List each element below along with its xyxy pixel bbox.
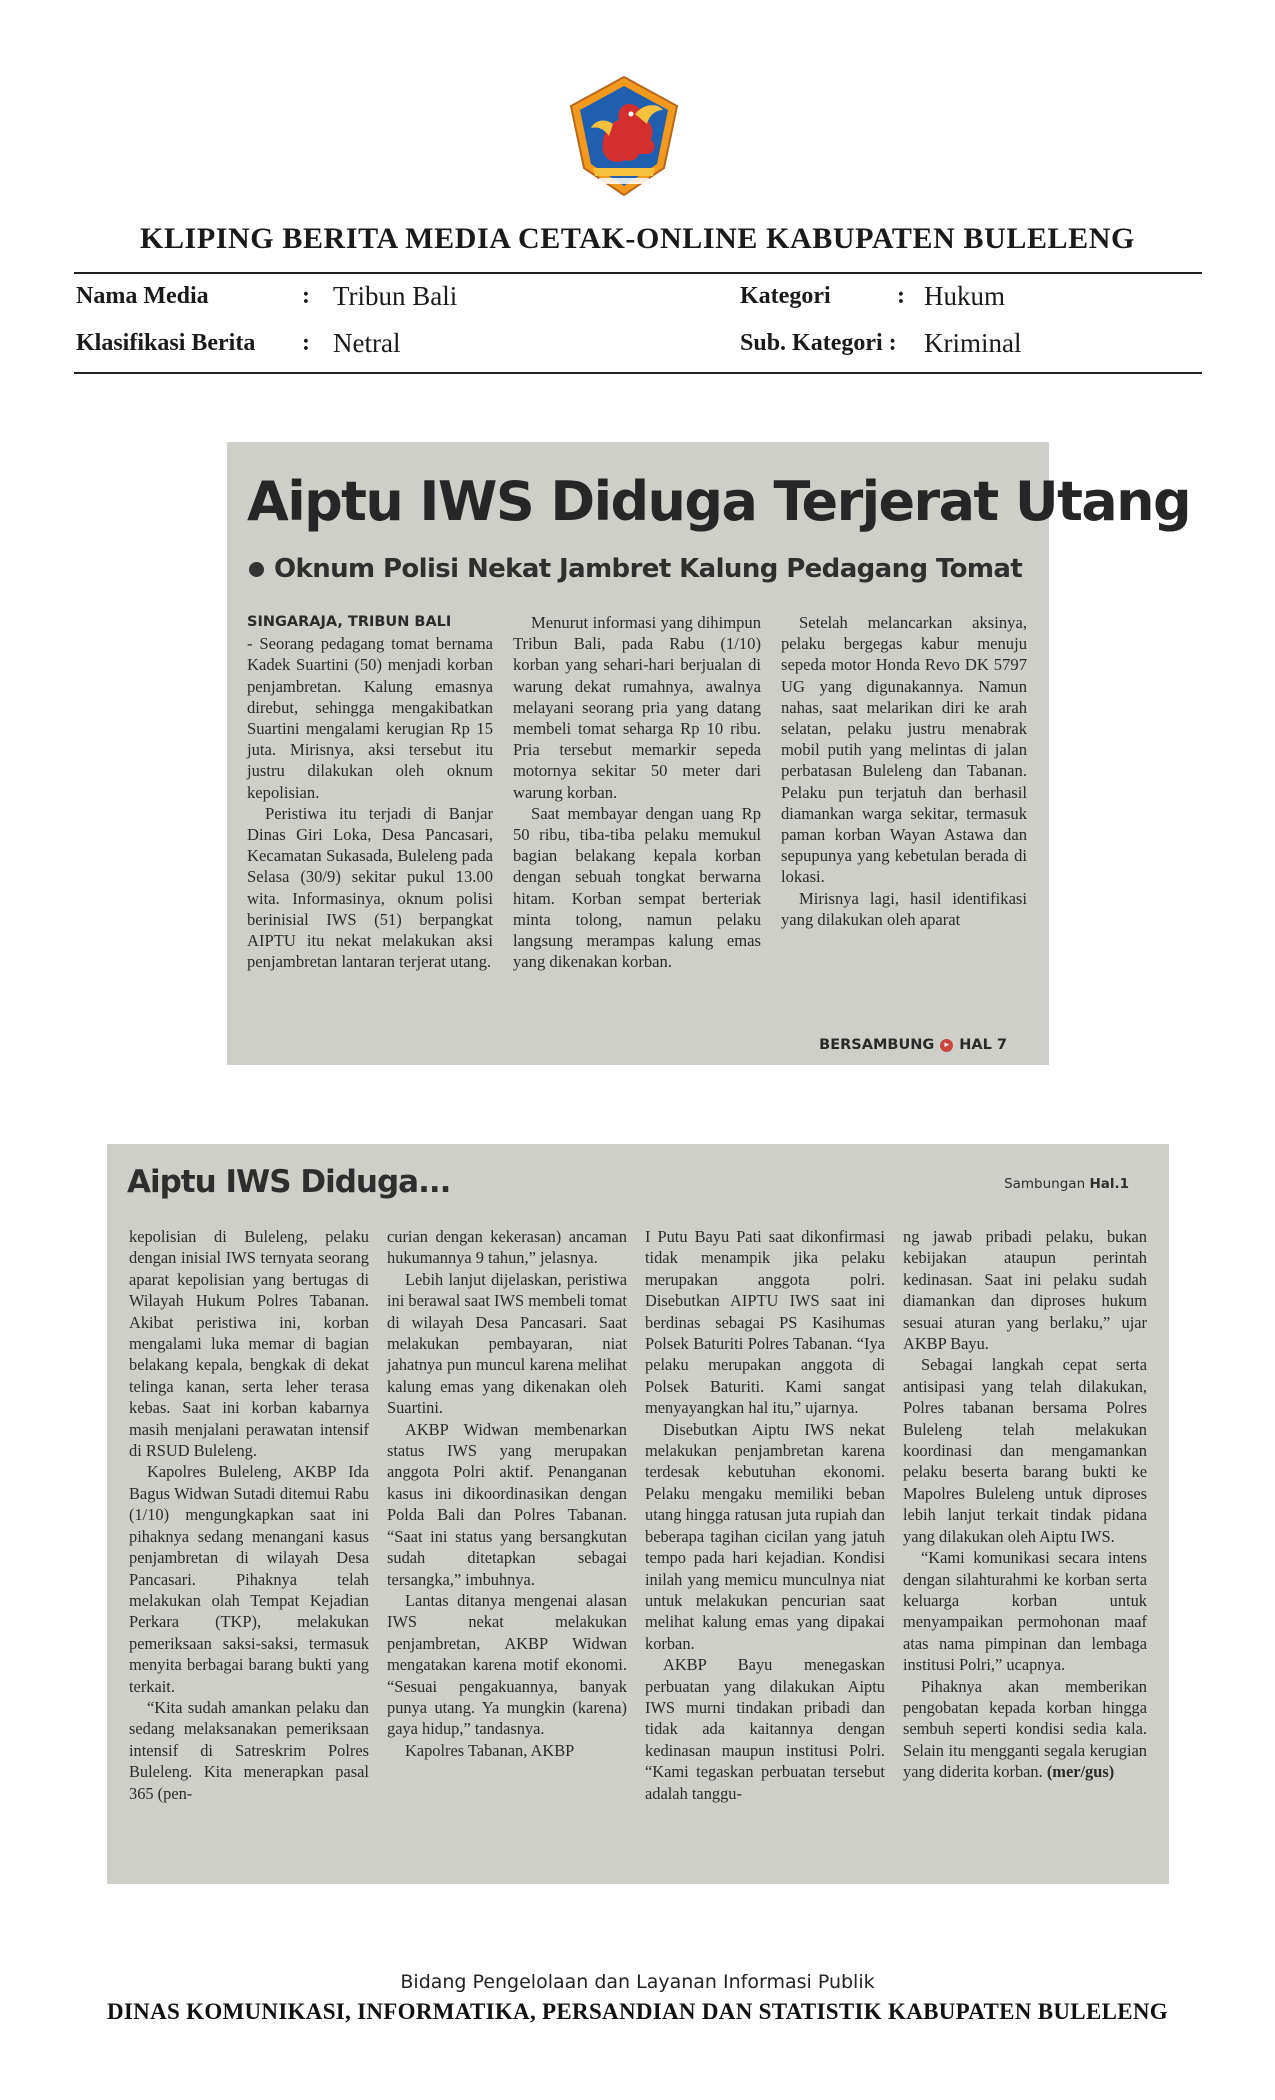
article-paragraph [903, 1676, 1147, 1783]
article-paragraph: Menurut informasi yang dihimpun Tribun Bali, pada Rabu (1/10) korban yang sehari-hari berjualan di warung dekat rumahnya, awalnya melayani seorang pria yang datang membeli tomat seharga Rp 10 ribu. Pria tersebut memarkir sepeda motornya sekitar 50 meter dari warung korban. [513, 613, 761, 802]
arrow-right-icon: ▸ [940, 1039, 953, 1052]
continuation-column-1 [129, 1226, 369, 1804]
nama-media-label: Nama Media [76, 283, 209, 309]
article-column-1 [247, 612, 493, 972]
author-credit: (mer/gus) [1046, 1762, 1115, 1782]
nama-media-colon: : [302, 283, 310, 309]
nama-media-value: Tribun Bali [333, 281, 458, 311]
continued-label: BERSAMBUNG [819, 1037, 935, 1053]
article-paragraph: curian dengan kekerasan) ancaman hukumannya 9 tahun,” jelasnya. [387, 1227, 627, 1268]
article-paragraph: Saat membayar dengan uang Rp 50 ribu, tiba-tiba pelaku memukul bagian belakang kepala korban dengan sebuah tongkat berwarna hitam. Korban sempat berteriak minta tolong, namun pelaku langsung merampas kalung emas yang dikenakan korban. [513, 803, 761, 972]
kategori-value: Hukum [924, 281, 1005, 311]
article-paragraph: I Putu Bayu Pati saat dikonfirmasi tidak menampik jika pelaku merupakan anggota polri. Disebutkan AIPTU IWS saat ini berdinas sebagai PS Kasihumas Polsek Baturiti Polres Tabanan. “Iya pelaku merupakan anggota di Polsek Baturiti. Kami sangat menyayangkan hal itu,” ujarnya. [645, 1227, 885, 1418]
continuation-source [1004, 1176, 1129, 1192]
dateline: SINGARAJA, TRIBUN BALI [247, 614, 452, 630]
article-paragraph: Lantas ditanya mengenai alasan IWS nekat melakukan penjambretan, AKBP Widwan mengatakan karena motif ekonomi. “Sesuai pengakuannya, banyak punya utang. Ya mungkin (karena) gaya hidup,” tandasnya. [387, 1590, 627, 1739]
article-paragraph: Kapolres Tabanan, AKBP [405, 1740, 575, 1760]
klasifikasi-value: Netral [333, 328, 401, 358]
footer-agency: DINAS KOMUNIKASI, INFORMATIKA, PERSANDIAN DAN STATISTIK KABUPATEN BULELENG [107, 1999, 1168, 2024]
footer-division: Bidang Pengelolaan dan Layanan Informasi Publik [400, 1971, 875, 1993]
continuation-column-4 [903, 1226, 1147, 1783]
subheadline-text: Oknum Polisi Nekat Jambret Kalung Pedagang Tomat [274, 554, 1023, 584]
article-paragraph: “Kita sudah amankan pelaku dan sedang melaksanakan pemeriksaan intensif di Satreskrim Polres Buleleng. Kita menerapkan pasal 365 (pen- [129, 1697, 369, 1803]
page-title: KLIPING BERITA MEDIA CETAK-ONLINE KABUPATEN BULELENG [140, 222, 1135, 255]
article-paragraph: Kapolres Buleleng, AKBP Ida Bagus Widwan Sutadi ditemui Rabu (1/10) mengungkapkan saat ini pihaknya sedang menangani kasus penjambretan di wilayah Desa Pancasari. Pihaknya telah melakukan olah Tempat Kejadian Perkara (TKP), melakukan pemeriksaan saksi-saksi, termasuk menyita berbagai barang bukti yang terkait. [129, 1462, 369, 1696]
continuation-headline: Aiptu IWS Diduga... [127, 1164, 451, 1200]
continuation-column-3 [645, 1226, 885, 1804]
clipping-subheadline [249, 554, 1022, 584]
kategori-label: Kategori [740, 283, 831, 309]
article-paragraph: Sebagai langkah cepat serta antisipasi yang telah dilakukan, Polres tabanan bersama Polres Buleleng telah melakukan koordinasi dan mengamankan pelaku beserta barang bukti ke Mapolres Buleleng untuk diproses lebih lanjut terkait tindak pidana yang dilakukan oleh Aiptu IWS. [903, 1355, 1147, 1546]
article-paragraph: “Kami komunikasi secara intens dengan silahturahmi ke korban serta keluarga korban untuk menyampaikan permohonan maaf atas nama pimpinan dan lembaga institusi Polri,” ucapnya. [903, 1548, 1147, 1675]
klasifikasi-colon: : [302, 330, 310, 356]
article-paragraph: Mirisnya lagi, hasil identifikasi yang dilakukan oleh aparat [781, 888, 1027, 929]
article-column-2 [513, 612, 761, 972]
article-paragraph: Setelah melancarkan aksinya, pelaku bergegas kabur menuju sepeda motor Honda Revo DK 5797 UG yang digunakannya. Namun nahas, saat melarikan diri ke arah selatan, pelaku justru menabrak mobil putih yang melintas di jalan perbatasan Buleleng dan Tabanan. Pelaku pun terjatuh dan berhasil diamankan warga sekitar, termasuk paman korban Wayan Astawa dan sepupunya yang kebetulan berada di lokasi. [781, 613, 1027, 887]
article-paragraph-text: Pihaknya akan memberikan pengobatan kepada korban hingga sembuh seperti kondisi sedia kala. Selain itu mengganti segala kerugian yang diderita korban. [903, 1676, 1147, 1782]
continued-page: HAL 7 [959, 1037, 1007, 1053]
sambungan-page: Hal.1 [1089, 1176, 1129, 1192]
continued-marker [819, 1037, 1007, 1053]
clipping-headline: Aiptu IWS Diduga Terjerat Utang [247, 470, 1191, 533]
klasifikasi-label: Klasifikasi Berita [76, 330, 256, 356]
bullet-icon [249, 562, 264, 577]
article-paragraph: - Seorang pedagang tomat bernama Kadek Suartini (50) menjadi korban penjambretan. Kalung emasnya direbut, sehingga mengakibatkan Suartini mengalami kerugian Rp 15 juta. Mirisnya, aksi tersebut itu justru dilakukan oleh oknum kepolisian. [247, 634, 493, 802]
article-paragraph: AKBP Bayu menegaskan perbuatan yang dilakukan Aiptu IWS murni tindakan pribadi dan tidak ada kaitannya dengan kedinasan maupun institusi Polri. “Kami tegaskan perbuatan tersebut adalah tanggu- [645, 1655, 885, 1803]
sub-kategori-value: Kriminal [924, 328, 1022, 358]
article-paragraph: Disebutkan Aiptu IWS nekat melakukan penjambretan karena terdesak kebutuhan ekonomi. Pelaku mengaku memiliki beban utang hingga ratusan juta rupiah dan beberapa tagihan cicilan yang jatuh tempo pada hari kejadian. Kondisi inilah yang memicu munculnya niat untuk melakukan pencurian saat melihat kalung emas yang dipakai korban. [645, 1419, 885, 1653]
continuation-column-2 [387, 1226, 627, 1761]
article-paragraph: kepolisian di Buleleng, pelaku dengan inisial IWS ternyata seorang aparat kepolisian yang bertugas di Wilayah Hukum Polres Tabanan. Akibat peristiwa ini, korban mengalami luka memar di bagian belakang kepala, bengkak di dekat telinga kanan, serta leher terasa kebas. Saat ini korban kabarnya masih menjalani perawatan intensif di RSUD Buleleng. [129, 1227, 369, 1461]
article-column-3 [781, 612, 1027, 930]
news-clipping-continuation [107, 1144, 1169, 1884]
article-paragraph: Lebih lanjut dijelaskan, peristiwa ini berawal saat IWS membeli tomat di wilayah Desa Pancasari. Saat melakukan pembayaran, niat jahatnya pun muncul karena melihat kalung emas yang dikenakan oleh Suartini. [387, 1269, 627, 1418]
sambungan-label: Sambungan [1004, 1176, 1086, 1192]
kategori-colon: : [897, 283, 905, 309]
article-paragraph: AKBP Widwan membenarkan status IWS yang merupakan anggota Polri aktif. Penanganan kasus ini dikoordinasikan dengan Polda Bali dan Polres Tabanan. “Saat ini status yang bersangkutan sudah ditetapkan sebagai tersangka,” imbuhnya. [387, 1419, 627, 1589]
header-bottom-divider [74, 372, 1202, 374]
buleleng-emblem-logo [563, 74, 685, 198]
article-paragraph: ng jawab pribadi pelaku, bukan kebijakan ataupun perintah kedinasan. Saat ini pelaku sudah diamankan dan diproses hukum sesuai aturan yang berlaku,” ujar AKBP Bayu. [903, 1227, 1147, 1354]
sub-kategori-label: Sub. Kategori : [740, 330, 897, 356]
header-top-divider [74, 272, 1202, 274]
news-clipping-front-page [227, 442, 1191, 1065]
article-paragraph: Peristiwa itu terjadi di Banjar Dinas Giri Loka, Desa Pancasari, Kecamatan Sukasada, Buleleng pada Selasa (30/9) sekitar pukul 13.00 wita. Informasinya, oknum polisi berinisial IWS (51) berpangkat AIPTU itu nekat melakukan aksi penjambretan lantaran terjerat utang. [247, 803, 493, 972]
